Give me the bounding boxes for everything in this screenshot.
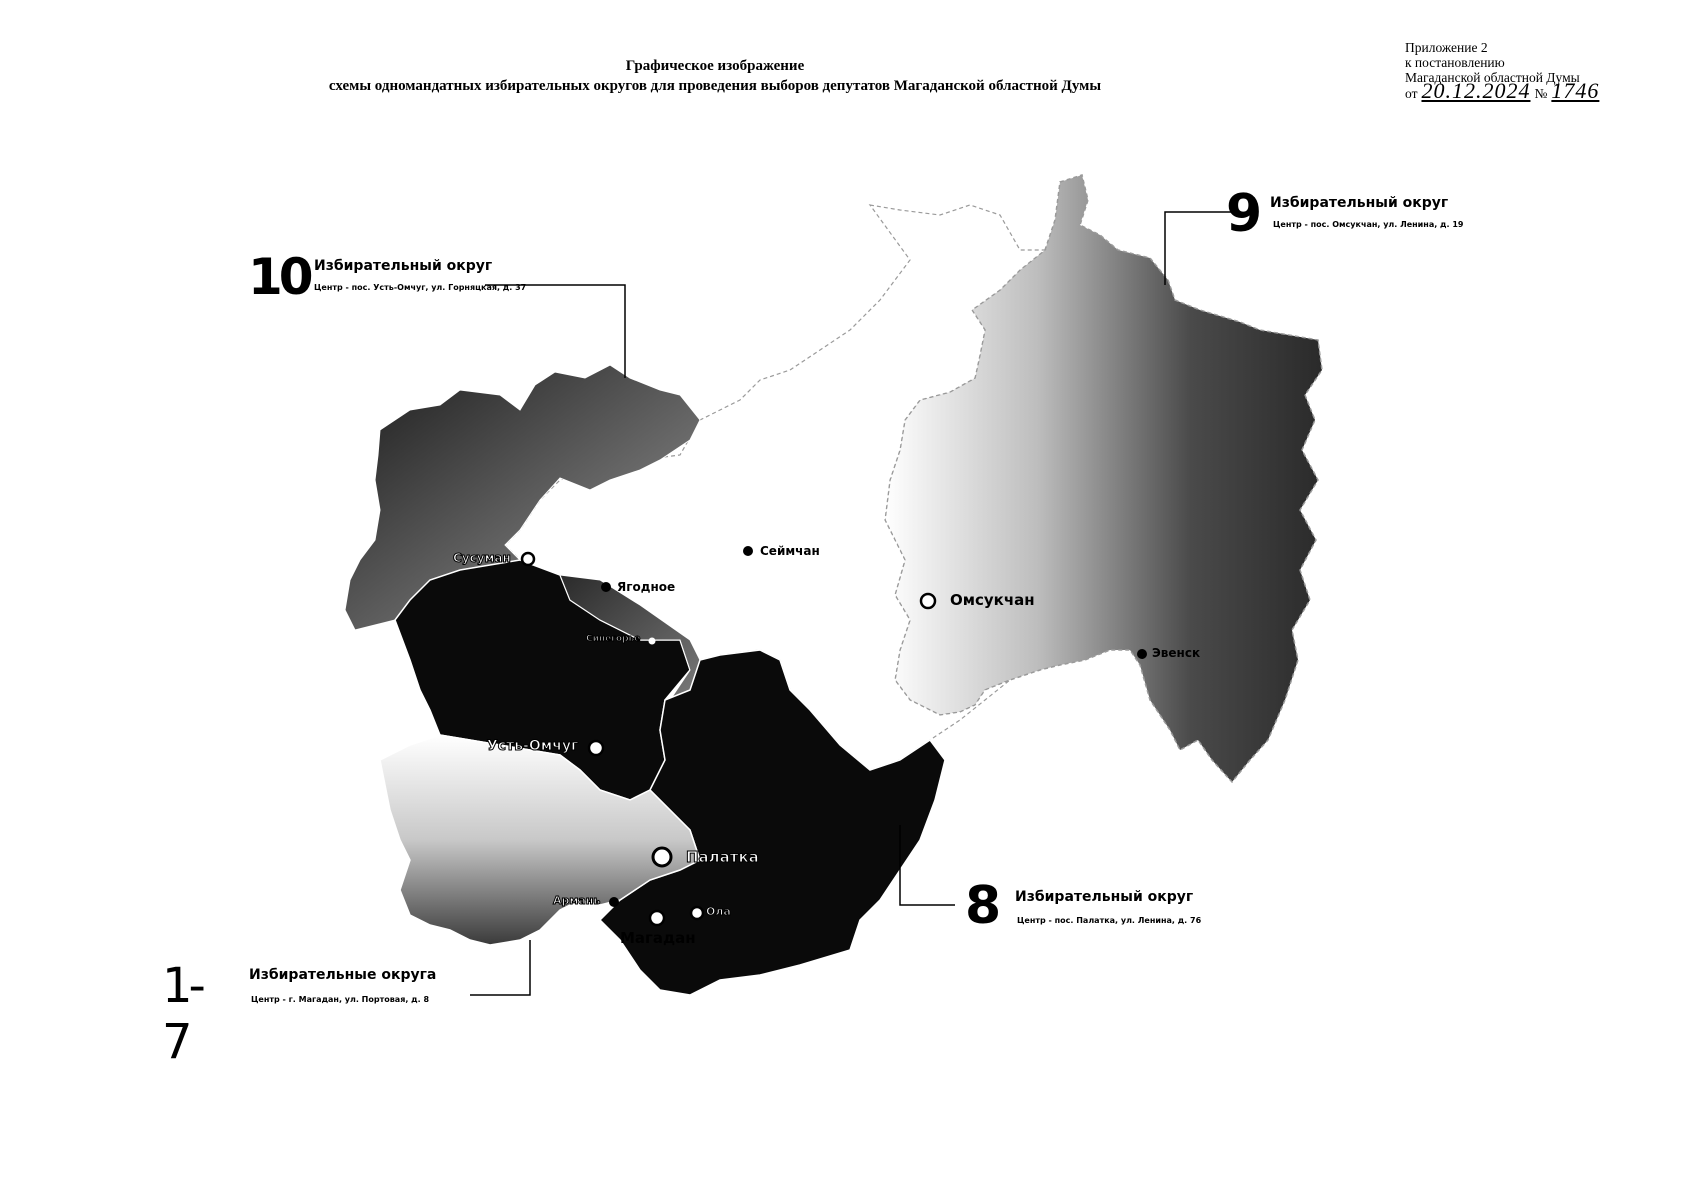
district-1-7-number: 1-7	[162, 958, 202, 1070]
label-armань: Армань	[553, 894, 601, 907]
label-omsukchan: Омсукчан	[950, 591, 1035, 609]
district-8-number: 8	[965, 876, 998, 936]
marker-ola	[691, 907, 703, 919]
marker-seymchan	[743, 546, 753, 556]
label-palatka: Палатка	[686, 848, 759, 866]
marker-yagodnoe	[601, 582, 611, 592]
label-seymchan: Сеймчан	[760, 544, 820, 558]
district-8-center: Центр - пос. Палатка, ул. Ленина, д. 76	[1017, 916, 1202, 925]
district-9-name: Избирательный округ	[1270, 195, 1449, 211]
appendix-line-1: Приложение 2	[1405, 40, 1488, 55]
district-10-number: 10	[248, 248, 310, 306]
label-sinegorye: Синегорье	[586, 634, 641, 644]
label-susuman: Сусуман	[453, 551, 511, 565]
appendix-line-2: к постановлению	[1405, 55, 1505, 70]
marker-palatka	[653, 848, 671, 866]
label-ola: Ола	[706, 905, 731, 918]
appendix-date: 20.12.2024	[1421, 78, 1531, 103]
district-1-7-center: Центр - г. Магадан, ул. Портовая, д. 8	[251, 995, 430, 1004]
district-10-center: Центр - пос. Усть-Омчуг, ул. Горняцкая, д. 37	[314, 283, 527, 292]
district-9-center: Центр - пос. Омсукчан, ул. Ленина, д. 19	[1273, 220, 1464, 229]
marker-omsukchan	[921, 594, 935, 608]
leader-line-10	[485, 285, 625, 378]
label-magadan: Магадан	[620, 929, 696, 947]
leader-line-9	[1165, 212, 1233, 285]
marker-magadan	[650, 911, 664, 925]
district-9-number: 9	[1226, 184, 1259, 244]
marker-armань	[609, 897, 619, 907]
district-10-name: Избирательный округ	[314, 258, 493, 274]
marker-ust-omchug	[589, 741, 603, 755]
appendix-line-3: Магаданской областной Думы	[1405, 70, 1580, 85]
district-1-7-name: Избирательные округа	[249, 967, 437, 983]
label-yagodnoe: Ягодное	[617, 580, 676, 594]
appendix-date-prefix: от	[1405, 86, 1418, 101]
leader-line-1-7	[470, 940, 530, 995]
marker-evensk	[1137, 649, 1147, 659]
title-line-2: схемы одномандатных избирательных округов для проведения выборов депутатов Магаданской областной Думы	[328, 78, 1102, 94]
district-8-name: Избирательный округ	[1015, 889, 1194, 905]
appendix-number-prefix: №	[1534, 86, 1548, 101]
appendix-number: 1746	[1551, 78, 1600, 103]
marker-susuman	[522, 553, 534, 565]
label-evensk: Эвенск	[1152, 646, 1201, 660]
marker-sinegorye	[649, 638, 655, 644]
title-line-1: Графическое изображение	[625, 58, 805, 74]
label-ust-omchug: Усть-Омчуг	[487, 738, 579, 754]
